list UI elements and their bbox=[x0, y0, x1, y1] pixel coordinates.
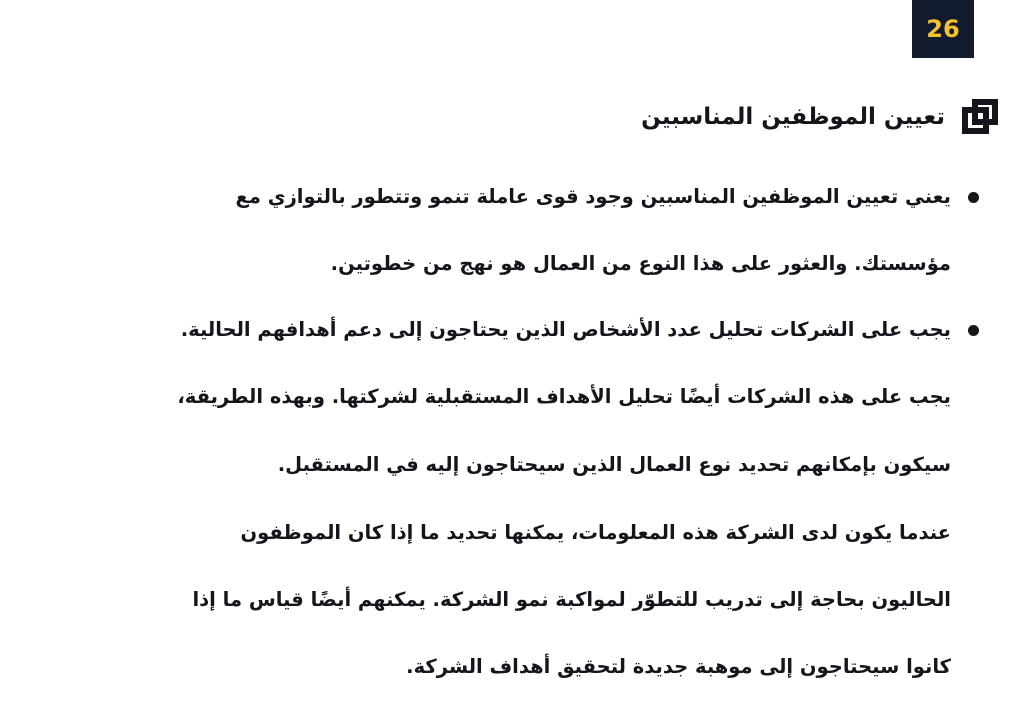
overlapping-squares-icon bbox=[961, 98, 999, 136]
section-title: تعيين الموظفين المناسبين bbox=[641, 103, 945, 130]
paragraph-line: كانوا سيحتاجون إلى موهبة جديدة لتحقيق أهداف الشركة. bbox=[406, 655, 951, 678]
paragraph-line: عندما يكون لدى الشركة هذه المعلومات، يمكنها تحديد ما إذا كان الموظفون bbox=[240, 521, 951, 544]
paragraph-line: سيكون بإمكانهم تحديد نوع العمال الذين سيحتاجون إليه في المستقبل. bbox=[277, 453, 951, 476]
bullet-point bbox=[968, 325, 979, 336]
bullet-point bbox=[968, 192, 979, 203]
paragraph-line: مؤسستك. والعثور على هذا النوع من العمال هو نهج من خطوتين. bbox=[330, 252, 951, 275]
page-number: 26 bbox=[926, 15, 960, 43]
section-heading bbox=[641, 98, 999, 136]
page-number-badge bbox=[912, 0, 974, 58]
paragraph-line: يجب على هذه الشركات أيضًا تحليل الأهداف المستقبلية لشركتها. وبهذه الطريقة، bbox=[177, 385, 951, 408]
paragraph-line: يجب على الشركات تحليل عدد الأشخاص الذين يحتاجون إلى دعم أهدافهم الحالية. bbox=[180, 318, 951, 341]
paragraph-line: يعني تعيين الموظفين المناسبين وجود قوى عاملة تنمو وتتطور بالتوازي مع bbox=[235, 185, 951, 208]
paragraph-line: الحاليون بحاجة إلى تدريب للتطوّر لمواكبة نمو الشركة. يمكنهم أيضًا قياس ما إذا bbox=[192, 588, 951, 611]
